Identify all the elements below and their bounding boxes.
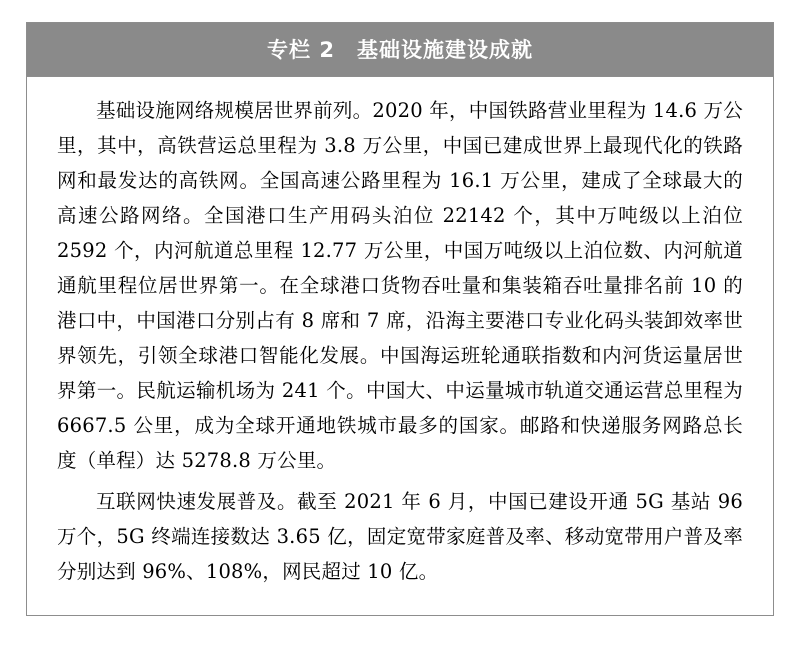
feature-box-header <box>27 23 773 77</box>
feature-box-body <box>27 77 773 615</box>
feature-box <box>26 22 774 616</box>
paragraph: 基础设施网络规模居世界前列。2020 年，中国铁路营业里程为 14.6 万公里，其中，高铁营运总里程为 3.8 万公里，中国已建成世界上最现代化的铁路网和最发达的高铁网。全国高速公路里程为 16.1 万公里，建成了全球最大的高速公路网络。全国港口生产用码头泊位 22142 个，其中万吨级以上泊位 2592 个，内河航道总里程 12.77 万公里，中国万吨级以上泊位数、内河航道通航里程位居世界第一。在全球港口货物吞吐量和集装箱吞吐量排名前 10 的港口中，中国港口分别占有 8 席和 7 席，沿海主要港口专业化码头装卸效率世界领先，引领全球港口智能化发展。中国海运班轮通联指数和内河货运量居世界第一。民航运输机场为 241 个。中国大、中运量城市轨道交通运营总里程为 6667.5 公里，成为全球开通地铁城市最多的国家。邮路和快递服务网路总长度（单程）达 5278.8 万公里。 <box>57 99 743 472</box>
feature-box-title: 基础设施建设成就 <box>356 38 533 62</box>
feature-box-number: 专栏 2 <box>267 38 335 62</box>
paragraph: 互联网快速发展普及。截至 2021 年 6 月，中国已建设开通 5G 基站 96 万个，5G 终端连接数达 3.65 亿，固定宽带家庭普及率、移动宽带用户普及率分别达到 96%、108%，网民超过 10 亿。 <box>57 490 743 583</box>
